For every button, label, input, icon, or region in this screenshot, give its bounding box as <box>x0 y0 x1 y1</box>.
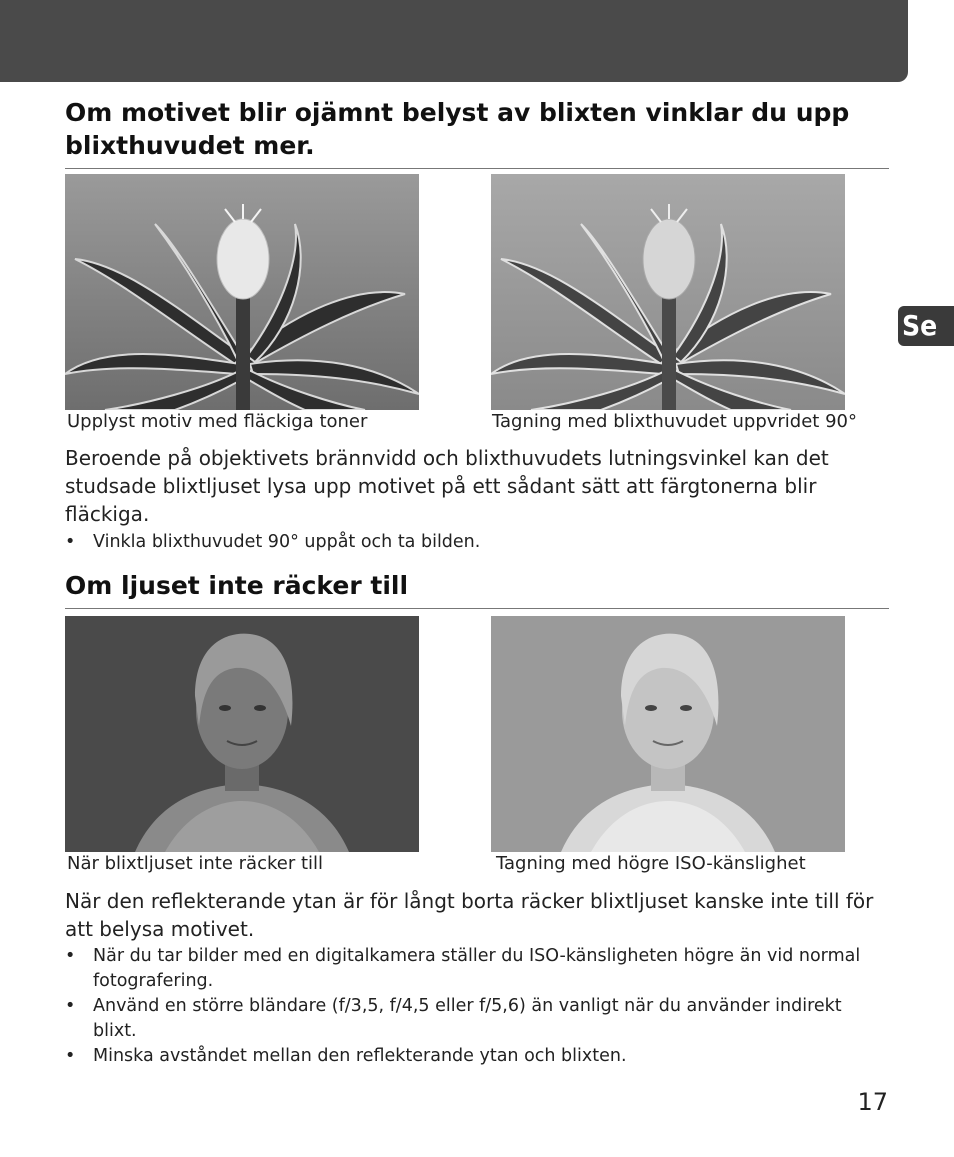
portrait-photo-underexposed <box>65 616 419 852</box>
page-number: 17 <box>857 1088 888 1116</box>
list-item: • Vinkla blixthuvudet 90° uppåt och ta bilden. <box>65 530 889 555</box>
list-item: • Minska avståndet mellan den reflekterande ytan och blixten. <box>65 1044 889 1069</box>
section1-right-caption: Tagning med blixthuvudet uppvridet 90° <box>492 411 857 432</box>
list-item: • När du tar bilder med en digitalkamera ställer du ISO-känsligheten högre än vid normal fotografering. <box>65 944 889 994</box>
plant-photo-bounced <box>491 174 845 410</box>
plant-photo-uneven <box>65 174 419 410</box>
list-item: • Använd en större bländare (f/3,5, f/4,5 eller f/5,6) än vanligt när du använder indirekt blixt. <box>65 994 889 1044</box>
language-tab: Se <box>898 306 954 346</box>
header-bar <box>0 0 908 82</box>
section1-left-caption: Upplyst motiv med fläckiga toner <box>67 411 368 432</box>
section1-heading: Om motivet blir ojämnt belyst av blixten vinklar du upp blixthuvudet mer. <box>65 96 889 169</box>
section1-paragraph: Beroende på objektivets brännvidd och blixthuvudets lutningsvinkel kan det studsade blixtljuset lysa upp motivet på ett sådant sätt att färgtonerna blir fläckiga. <box>65 446 829 526</box>
portrait-photo-high-iso <box>491 616 845 852</box>
section2-paragraph: När den reflekterande ytan är för långt borta räcker blixtljuset kanske inte till för att belysa motivet. <box>65 889 874 941</box>
section2-heading: Om ljuset inte räcker till <box>65 570 889 609</box>
section2-right-caption: Tagning med högre ISO-känslighet <box>496 853 806 874</box>
section2-bullets <box>65 944 889 1069</box>
section1-bullets <box>65 530 889 555</box>
section2-left-caption: När blixtljuset inte räcker till <box>67 853 324 874</box>
